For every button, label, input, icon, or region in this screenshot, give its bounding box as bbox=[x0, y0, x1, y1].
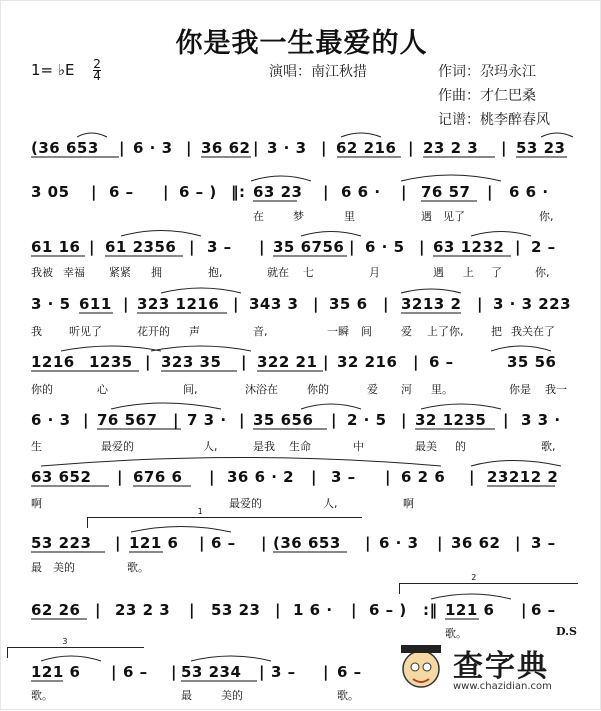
lyric-word: 听见了 bbox=[69, 325, 102, 338]
lyric-word: 美的 bbox=[53, 561, 75, 574]
barline: | bbox=[233, 295, 239, 313]
barline: | bbox=[83, 411, 89, 429]
lyric-line-6 bbox=[31, 438, 586, 452]
barline: | bbox=[117, 468, 123, 486]
measure: 3 – bbox=[207, 238, 232, 256]
slur-arc bbox=[161, 288, 241, 293]
lyric-word: 歌。 bbox=[445, 627, 467, 640]
lyric-word: 把 bbox=[491, 325, 502, 338]
barline: | bbox=[437, 534, 443, 552]
barline: | bbox=[323, 663, 329, 681]
lyric-word: 歌。 bbox=[337, 689, 359, 702]
score-line-1 bbox=[31, 139, 586, 159]
measure: 343 3 bbox=[249, 295, 299, 313]
lyric-word: 你, bbox=[535, 266, 550, 279]
lyric-word: 美的 bbox=[221, 689, 243, 702]
lyric-word: 歌。 bbox=[31, 689, 53, 702]
barline: | bbox=[383, 295, 389, 313]
slur-arc bbox=[151, 346, 251, 351]
barline: | bbox=[145, 353, 151, 371]
repeat-end: :‖ bbox=[423, 601, 438, 619]
slur-arc bbox=[301, 232, 361, 237]
slur-arc bbox=[61, 346, 161, 351]
slur-arc bbox=[471, 461, 561, 467]
measure: 36 6 · 2 bbox=[227, 468, 295, 486]
slur-arc bbox=[191, 656, 271, 661]
time-numerator: 2 bbox=[93, 57, 101, 71]
watermark-name: 查字典 bbox=[453, 649, 549, 684]
lyric-word: 你, bbox=[539, 210, 554, 223]
measure: 6 – bbox=[531, 601, 556, 619]
lyric-line-7 bbox=[31, 495, 586, 509]
slur-arc bbox=[491, 346, 551, 351]
lyric-word: 我一 bbox=[545, 383, 567, 396]
barline: | bbox=[275, 601, 281, 619]
time-denominator: 4 bbox=[93, 69, 101, 83]
lyric-word: 间 bbox=[361, 325, 372, 338]
lyric-line-2 bbox=[31, 208, 586, 222]
barline: | bbox=[189, 601, 195, 619]
measure: 6 · 3 bbox=[379, 534, 419, 552]
lyric-word: 你的 bbox=[307, 383, 329, 396]
measure: 3 · 3 223 bbox=[493, 295, 572, 313]
measure: 2 · 5 bbox=[347, 411, 387, 429]
measure: 53 23 bbox=[211, 601, 261, 619]
barline: | bbox=[189, 238, 195, 256]
slur-arc bbox=[401, 289, 461, 293]
measure: 2 – bbox=[531, 238, 556, 256]
key-signature bbox=[31, 59, 101, 82]
lyric-word: 遇 bbox=[433, 266, 444, 279]
slur-arc bbox=[541, 133, 573, 137]
barline: | bbox=[123, 295, 129, 313]
barline: | bbox=[311, 468, 317, 486]
slur-arc bbox=[431, 594, 511, 599]
lyric-word: 梦 bbox=[293, 210, 304, 223]
lyric-word: 在 bbox=[253, 210, 264, 223]
measure: 63 23 bbox=[253, 183, 303, 201]
measure: 35 6 bbox=[329, 295, 368, 313]
measure: 32 216 bbox=[337, 353, 398, 371]
barline: | bbox=[321, 139, 327, 157]
lyric-word: 上了你, bbox=[427, 325, 464, 338]
measure: 3 – bbox=[331, 468, 356, 486]
measure: 6 · 5 bbox=[365, 238, 405, 256]
lyric-line-8 bbox=[31, 559, 586, 573]
repeat-start: ‖: bbox=[231, 183, 246, 201]
lyric-word: 声 bbox=[189, 325, 200, 338]
measure: 6 – bbox=[211, 534, 236, 552]
measure: 23 2 3 bbox=[423, 139, 479, 157]
barline: | bbox=[261, 534, 267, 552]
slur-arc bbox=[41, 458, 441, 467]
measure: 35 656 bbox=[253, 411, 314, 429]
lyric-word: 见了 bbox=[443, 210, 465, 223]
barline: | bbox=[413, 353, 419, 371]
lyric-word: 最 bbox=[31, 561, 42, 574]
barline: | bbox=[401, 183, 407, 201]
measure: 6 6 · bbox=[509, 183, 549, 201]
lyric-line-3 bbox=[31, 264, 586, 278]
measure: 76 57 bbox=[421, 183, 471, 201]
barline: | bbox=[171, 663, 177, 681]
lyric-word: 啊 bbox=[403, 497, 414, 510]
measure: 3 · 5 bbox=[31, 295, 71, 313]
barline: | bbox=[331, 411, 337, 429]
measure: 611 bbox=[79, 295, 112, 313]
measure: 53 234 bbox=[181, 663, 242, 681]
measure: 36 62 bbox=[201, 139, 251, 157]
score-line-8 bbox=[31, 534, 586, 554]
measure: 6 – ) bbox=[369, 601, 407, 619]
lyric-word: 一瞬 bbox=[327, 325, 349, 338]
transcriber-credit: 记谱：桃李醉春风 bbox=[438, 112, 550, 128]
lyric-word: 你是 bbox=[509, 383, 531, 396]
lyric-word: 沐浴在 bbox=[245, 383, 278, 396]
song-title: 你是我一生最爱的人 bbox=[175, 28, 428, 59]
barline: | bbox=[186, 139, 192, 157]
lyric-word: 里 bbox=[344, 210, 355, 223]
lyric-word: 爱 bbox=[401, 325, 412, 338]
slur-arc bbox=[341, 133, 381, 137]
barline: | bbox=[209, 468, 215, 486]
lyric-line-4 bbox=[31, 323, 586, 337]
measure: 36 62 bbox=[451, 534, 501, 552]
measure: 6 · 3 bbox=[31, 411, 71, 429]
score-line-4 bbox=[31, 295, 586, 315]
measure: 1235 bbox=[89, 353, 133, 371]
barline: | bbox=[477, 295, 483, 313]
lyric-word: 了 bbox=[491, 266, 502, 279]
barline: | bbox=[323, 353, 329, 371]
measure: 6 – bbox=[109, 183, 134, 201]
measure: 61 16 bbox=[31, 238, 81, 256]
lyric-word: 幸福 bbox=[63, 266, 85, 279]
lyric-word: 紧紧 bbox=[109, 266, 131, 279]
barline: | bbox=[199, 534, 205, 552]
lyric-word: 啊 bbox=[31, 497, 42, 510]
measure: 3 – bbox=[531, 534, 556, 552]
slur-arc bbox=[301, 404, 361, 409]
lyricist-credit: 作词：尕玛永江 bbox=[438, 64, 536, 80]
measure: 35 6756 bbox=[273, 238, 345, 256]
measure: 3 – bbox=[271, 663, 296, 681]
barline: | bbox=[163, 183, 169, 201]
lyric-word: 中 bbox=[353, 440, 364, 453]
lyric-word: 我关在了 bbox=[511, 325, 555, 338]
lyric-word: 最爱的 bbox=[101, 440, 134, 453]
measure: 53 223 bbox=[31, 534, 92, 552]
lyric-word: 生命 bbox=[289, 440, 311, 453]
lyric-word: 最爱的 bbox=[229, 497, 262, 510]
measure: 121 6 bbox=[445, 601, 495, 619]
score-line-5 bbox=[31, 353, 586, 373]
barline: | bbox=[91, 183, 97, 201]
barline: | bbox=[419, 238, 425, 256]
watermark-url: www.chazidian.com bbox=[453, 681, 552, 692]
barline: | bbox=[253, 139, 259, 157]
measure: 3213 2 bbox=[401, 295, 462, 313]
barline: | bbox=[259, 663, 265, 681]
measure: 63 1232 bbox=[433, 238, 505, 256]
barline: | bbox=[503, 411, 509, 429]
lyric-word: 里。 bbox=[431, 383, 453, 396]
lyric-word: 歌。 bbox=[127, 561, 149, 574]
lyric-word: 遇 bbox=[421, 210, 432, 223]
measure: 76 567 bbox=[97, 411, 158, 429]
measure: 6 – bbox=[337, 663, 362, 681]
lyric-word: 河 bbox=[401, 383, 412, 396]
measure: 6 6 · bbox=[341, 183, 381, 201]
measure: 63 652 bbox=[31, 468, 92, 486]
ds-mark: D.S bbox=[556, 625, 577, 638]
measure: 322 21 bbox=[257, 353, 318, 371]
lyric-word: 歌, bbox=[541, 440, 556, 453]
singer-credit: 演唱：南江秋措 bbox=[269, 64, 367, 80]
barline: | bbox=[119, 139, 125, 157]
barline: | bbox=[351, 601, 357, 619]
lyric-word: 最美 bbox=[415, 440, 437, 453]
barline: | bbox=[521, 601, 527, 619]
barline: | bbox=[501, 139, 507, 157]
measure: 676 6 bbox=[133, 468, 183, 486]
volta-bracket-3: 3 bbox=[7, 647, 144, 658]
barline: | bbox=[241, 353, 247, 371]
measure: 35 56 bbox=[507, 353, 557, 371]
slur-arc bbox=[251, 176, 311, 181]
measure: 3 05 bbox=[31, 183, 70, 201]
barline: | bbox=[469, 468, 475, 486]
measure: 323 35 bbox=[161, 353, 222, 371]
lyric-word: 心 bbox=[97, 383, 108, 396]
measure: 3 3 · bbox=[521, 411, 561, 429]
volta-bracket-2: 2 bbox=[399, 583, 578, 594]
score-line-7 bbox=[31, 468, 586, 488]
measure: 3 · 3 bbox=[267, 139, 307, 157]
slur-arc bbox=[77, 133, 107, 137]
barline: | bbox=[401, 411, 407, 429]
measure: (36 653 bbox=[31, 139, 99, 157]
measure: 1216 bbox=[31, 353, 75, 371]
lyric-line-5 bbox=[31, 381, 586, 395]
measure: 61 2356 bbox=[105, 238, 177, 256]
barline: | bbox=[115, 534, 121, 552]
lyric-word: 音, bbox=[253, 325, 268, 338]
measure: 121 6 bbox=[129, 534, 179, 552]
time-signature bbox=[93, 59, 101, 82]
lyric-word: 间, bbox=[183, 383, 198, 396]
lyric-word: 最 bbox=[181, 689, 192, 702]
lyric-word: 人, bbox=[323, 497, 338, 510]
lyric-word: 七 bbox=[303, 266, 314, 279]
measure: 23212 2 bbox=[487, 468, 559, 486]
measure: 6 – bbox=[123, 663, 148, 681]
measure: 6 – ) bbox=[179, 183, 217, 201]
lyric-word: 抱, bbox=[208, 266, 223, 279]
measure: 6 · 3 bbox=[133, 139, 173, 157]
lyric-word: 爱 bbox=[367, 383, 378, 396]
score-line-6 bbox=[31, 411, 586, 431]
composer-credit: 作曲：才仁巴桑 bbox=[438, 88, 536, 104]
barline: | bbox=[385, 468, 391, 486]
measure: 1 6 · bbox=[293, 601, 333, 619]
measure: 32 1235 bbox=[415, 411, 487, 429]
barline: | bbox=[515, 238, 521, 256]
measure: 6 2 6 bbox=[401, 468, 446, 486]
lyric-word: 你的 bbox=[31, 383, 53, 396]
slur-arc bbox=[421, 404, 501, 409]
lyric-word: 月 bbox=[369, 266, 380, 279]
barline: | bbox=[515, 534, 521, 552]
measure: (36 653 bbox=[273, 534, 341, 552]
measure: 121 6 bbox=[31, 663, 81, 681]
barline: | bbox=[111, 663, 117, 681]
slur-arc bbox=[471, 232, 531, 237]
lyric-word: 生 bbox=[31, 440, 42, 453]
lyric-word: 是我 bbox=[253, 440, 275, 453]
barline: | bbox=[487, 183, 493, 201]
score-line-3 bbox=[31, 238, 586, 258]
measure: 62 216 bbox=[336, 139, 397, 157]
slur-arc bbox=[111, 403, 221, 409]
measure: 23 2 3 bbox=[115, 601, 171, 619]
barline: | bbox=[408, 139, 414, 157]
lyric-word: 人, bbox=[203, 440, 218, 453]
measure: 53 23 bbox=[516, 139, 566, 157]
barline: | bbox=[349, 238, 355, 256]
barline: | bbox=[259, 238, 265, 256]
lyric-word: 拥 bbox=[151, 266, 162, 279]
lyric-word: 花开的 bbox=[137, 325, 170, 338]
score-line-9 bbox=[31, 601, 586, 621]
lyric-word: 的 bbox=[455, 440, 466, 453]
barline: | bbox=[323, 183, 329, 201]
barline: | bbox=[365, 534, 371, 552]
barline: | bbox=[89, 238, 95, 256]
measure: 323 1216 bbox=[137, 295, 220, 313]
measure: 6 – bbox=[429, 353, 454, 371]
slur-arc bbox=[121, 231, 201, 237]
measure: 7 3 · bbox=[187, 411, 227, 429]
key-text: 1= ♭E bbox=[31, 61, 75, 79]
lyric-word: 我被 bbox=[31, 266, 53, 279]
barline: | bbox=[173, 411, 179, 429]
lyric-word: 就在 bbox=[267, 266, 289, 279]
measure: 62 26 bbox=[31, 601, 81, 619]
score-line-2 bbox=[31, 183, 586, 203]
slur-arc bbox=[401, 175, 501, 181]
volta-bracket-1: 1 bbox=[87, 517, 362, 528]
barline: | bbox=[313, 295, 319, 313]
barline: | bbox=[95, 601, 101, 619]
lyric-word: 我 bbox=[31, 325, 42, 338]
barline: | bbox=[239, 411, 245, 429]
lyric-word: 上 bbox=[463, 266, 474, 279]
